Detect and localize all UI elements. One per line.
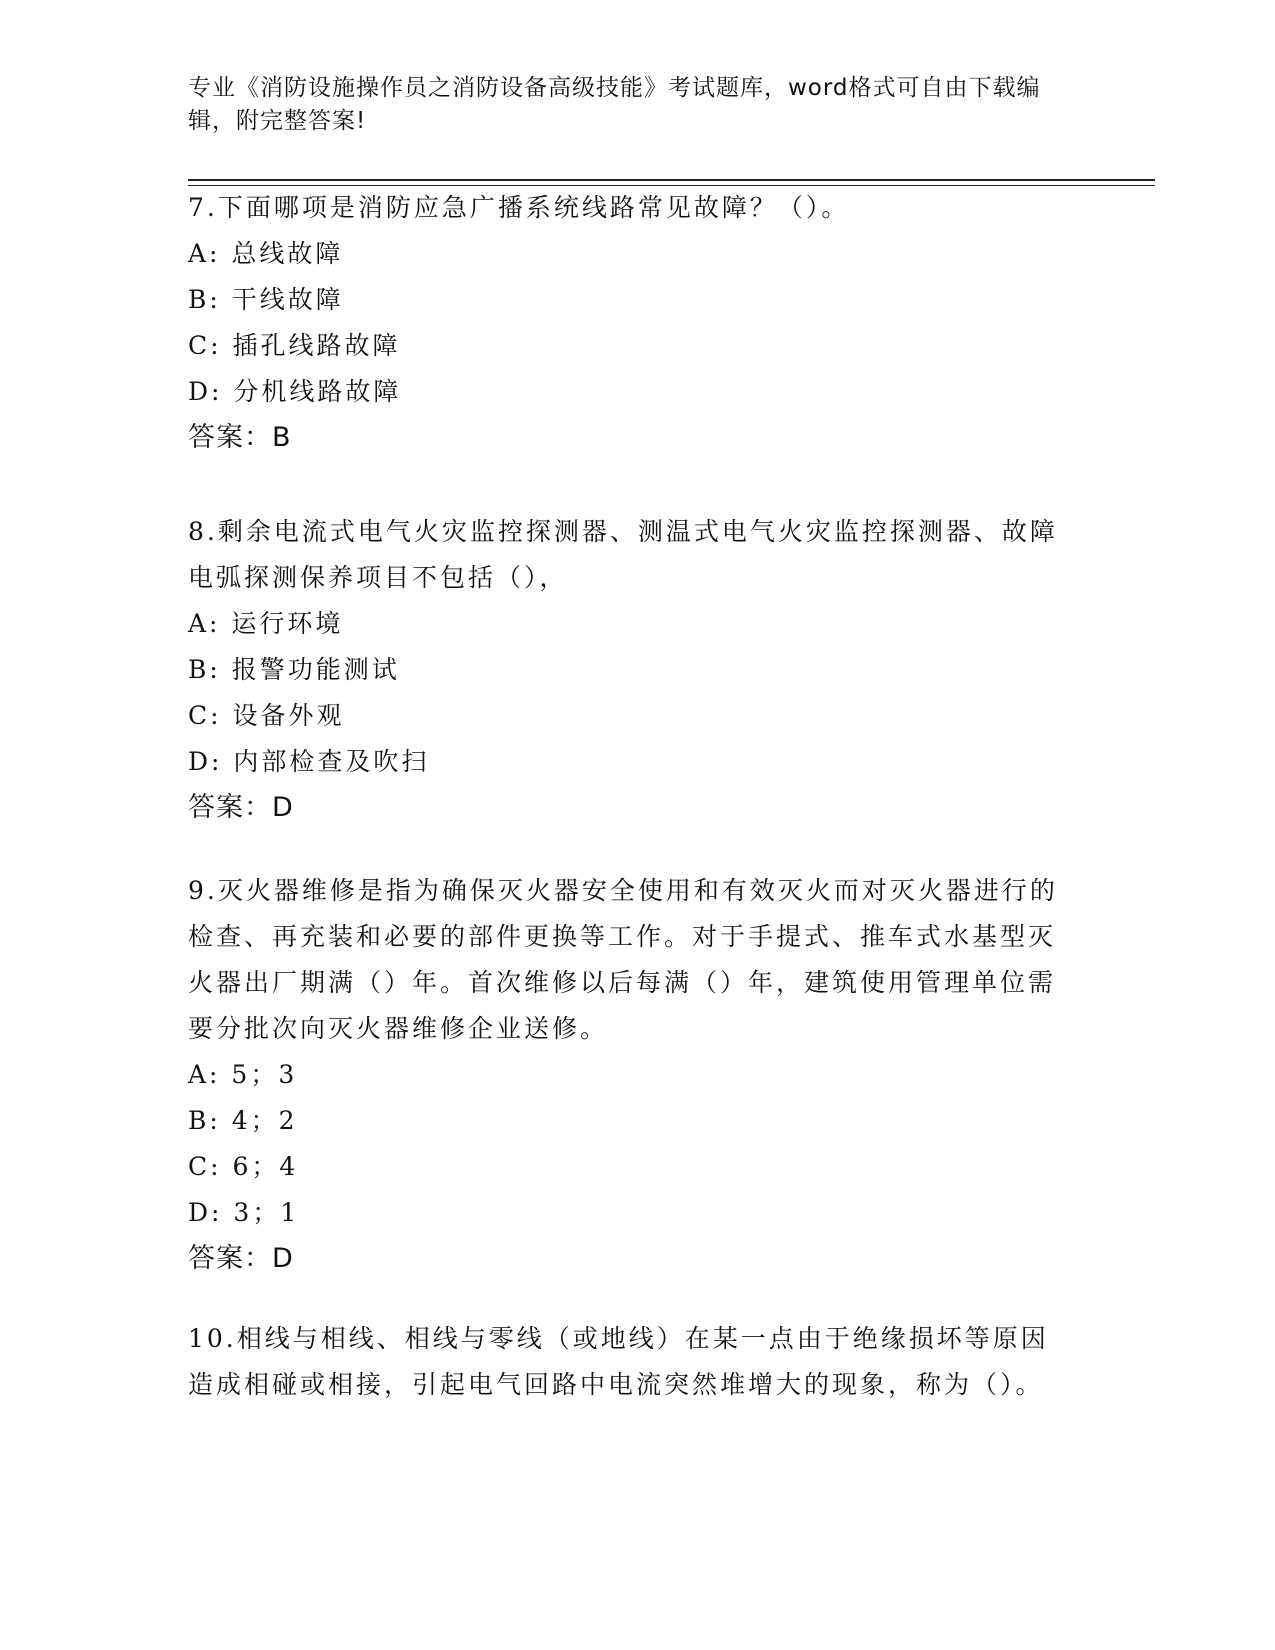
option-d: D: 分机线路故障 [188, 377, 402, 406]
question-9 [188, 868, 1068, 1282]
question-8 [188, 509, 1068, 831]
option-b: B: 报警功能测试 [188, 655, 400, 684]
option-c: C: 设备外观 [188, 701, 345, 730]
option-a: A: 总线故障 [188, 239, 344, 268]
option-a: A: 运行环境 [188, 609, 344, 638]
question-stem: 9.灭火器维修是指为确保灭火器安全使用和有效灭火而对灭火器进行的检查、再充装和必要的部件更换等工作。对于手提式、推车式水基型灭火器出厂期满（）年。首次维修以后每满（）年，建筑使用管理单位需要分批次向灭火器维修企业送修。 [188, 876, 1058, 1043]
question-7 [188, 185, 1068, 461]
option-b: B: 4；2 [188, 1106, 298, 1135]
option-d: D: 3；1 [188, 1198, 300, 1227]
question-stem: 8.剩余电流式电气火灾监控探测器、测温式电气火灾监控探测器、故障电弧探测保养项目不包括（）， [188, 517, 1058, 592]
option-b: B: 干线故障 [188, 285, 344, 314]
question-stem: 7.下面哪项是消防应急广播系统线路常见故障？（）。 [188, 193, 850, 222]
question-10 [188, 1316, 1068, 1408]
option-c: C: 6；4 [188, 1152, 299, 1181]
header-divider-thick [188, 179, 1155, 181]
answer-line: 答案：D [188, 792, 294, 823]
question-stem: 10.相线与相线、相线与零线（或地线）在某一点由于绝缘损坏等原因造成相碰或相接，引起电气回路中电流突然堆增大的现象，称为（）。 [188, 1324, 1049, 1399]
option-c: C: 插孔线路故障 [188, 331, 401, 360]
option-a: A: 5；3 [188, 1060, 298, 1089]
answer-line: 答案：D [188, 1243, 294, 1274]
header-note: 专业《消防设施操作员之消防设备高级技能》考试题库，word格式可自由下载编辑，附完整答案! [188, 75, 1041, 134]
option-d: D: 内部检查及吹扫 [188, 747, 430, 776]
answer-line: 答案：B [188, 422, 292, 453]
